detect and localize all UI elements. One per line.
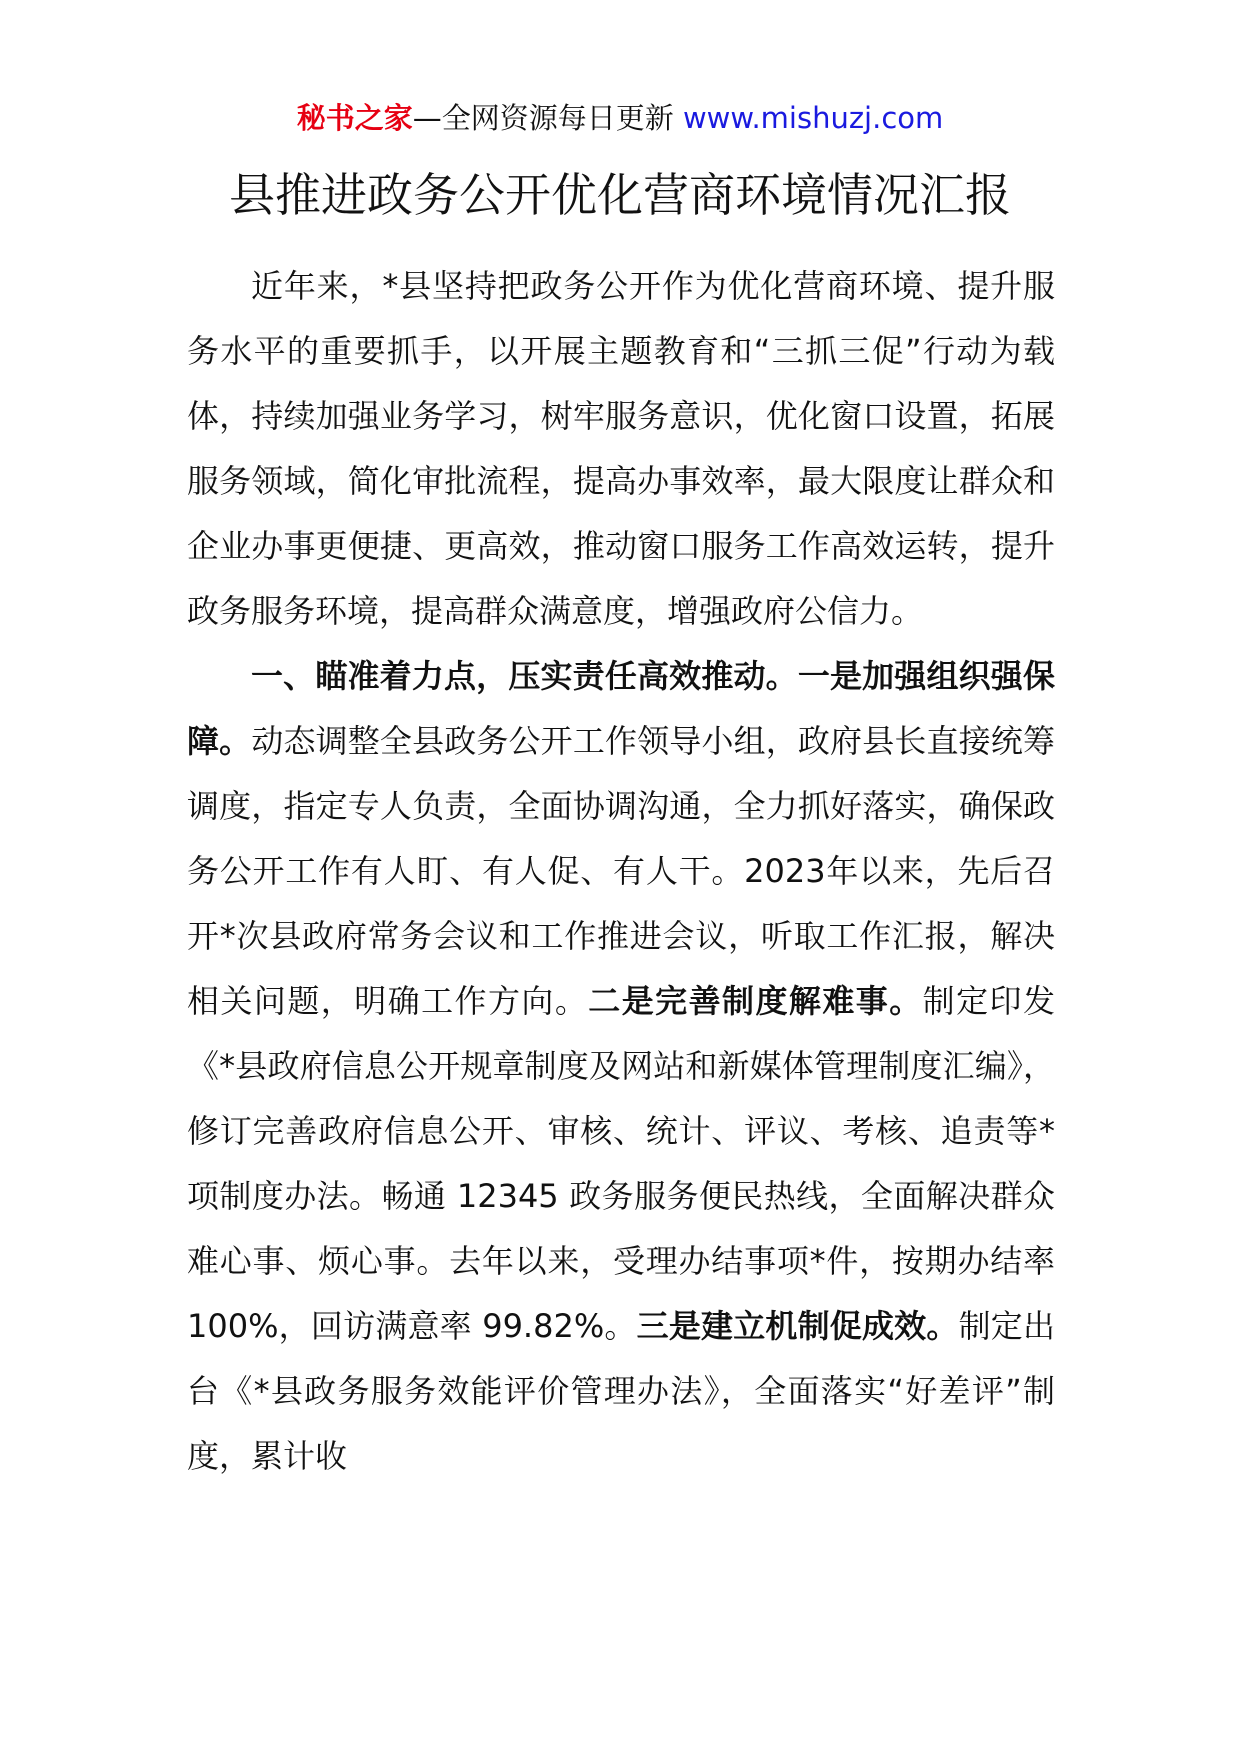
header-tagline: —全网资源每日更新 xyxy=(412,101,683,135)
site-url-link[interactable]: www.mishuzj.com xyxy=(682,101,944,135)
point-3-text: 制定出台《*县政务服务效能评价管理办法》，全面落实“好差评”制度，累计收 xyxy=(187,1307,1055,1475)
document-body xyxy=(187,254,1055,1489)
site-header xyxy=(0,98,1240,138)
point-3-title: 三是建立机制促成效。 xyxy=(636,1307,959,1345)
intro-paragraph: 近年来，*县坚持把政务公开作为优化营商环境、提升服务水平的重要抓手，以开展主题教育和“三抓三促”行动为载体，持续加强业务学习，树牢服务意识，优化窗口设置，拓展服务领域，简化审批流程，提高办事效率，最大限度让群众和企业办事更便捷、更高效，推动窗口服务工作高效运转，提升政务服务环境，提高群众满意度，增强政府公信力。 xyxy=(187,267,1055,630)
point-1-title: 一是加强组织强保障。 xyxy=(187,657,1055,760)
point-2-title: 二是完善制度解难事。 xyxy=(588,982,923,1020)
point-2-text: 制定印发《*县政府信息公开规章制度及网站和新媒体管理制度汇编》，修订完善政府信息公开、审核、统计、评议、考核、追责等*项制度办法。畅通 12345 政务服务便民热线，全面解决群众难心事、烦心事。去年以来，受理办结事项*件，按期办结率 100%，回访满意率 99.82%。 xyxy=(187,982,1055,1345)
point-1-text: 动态调整全县政务公开工作领导小组，政府县长直接统筹调度，指定专人负责，全面协调沟通，全力抓好落实，确保政务公开工作有人盯、有人促、有人干。2023年以来，先后召开*次县政府常务会议和工作推进会议，听取工作汇报，解决相关问题，明确工作方向。 xyxy=(187,722,1055,1020)
section-1-heading: 一、瞄准着力点，压实责任高效推动。 xyxy=(251,657,798,695)
brand-name: 秘书之家 xyxy=(296,101,413,135)
section-1-paragraph xyxy=(187,644,1055,1489)
document-title: 县推进政务公开优化营商环境情况汇报 xyxy=(229,168,1011,222)
